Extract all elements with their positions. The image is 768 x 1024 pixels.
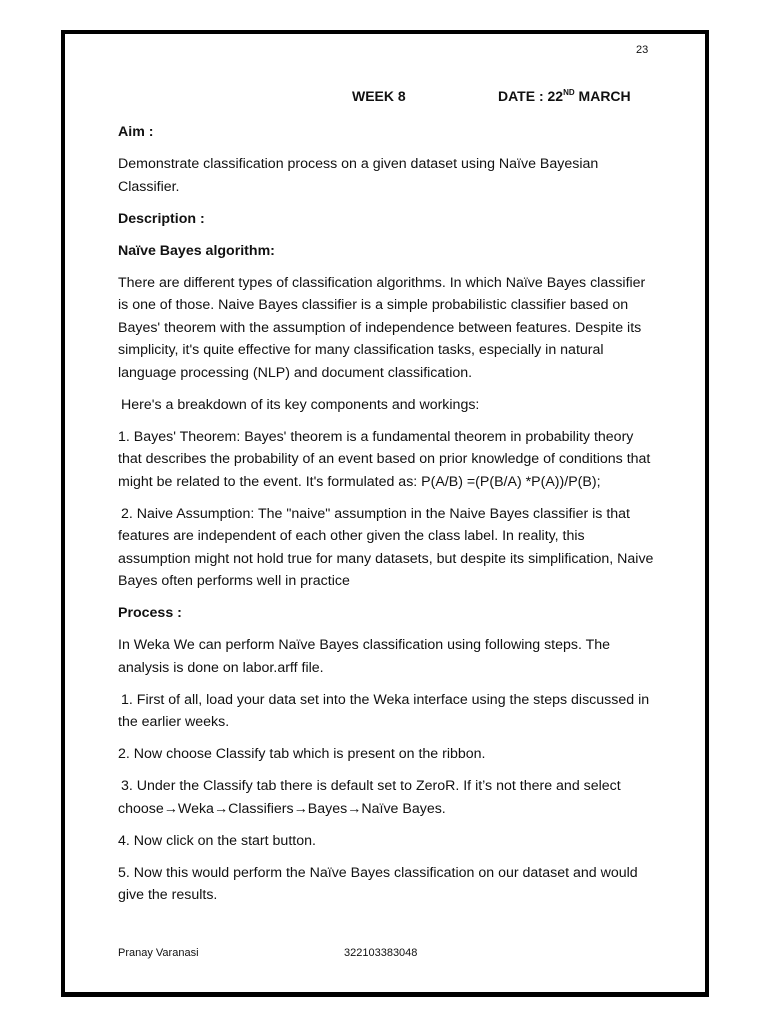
process-heading: Process : xyxy=(118,605,182,621)
aim-text: Demonstrate classification process on a given dataset using Naïve Bayesian Classifier. xyxy=(118,156,599,195)
aim-heading: Aim : xyxy=(118,124,154,140)
author-name: Pranay Varanasi xyxy=(118,947,199,959)
process-paragraph: In Weka We can perform Naïve Bayes classification using following steps. The analysis is done on labor.arff file. xyxy=(118,637,611,676)
process-step: 1. First of all, load your data set into the Weka interface using the steps discussed in the earlier weeks. xyxy=(118,691,650,730)
document-body xyxy=(118,121,658,916)
roll-number: 322103383048 xyxy=(344,947,418,959)
week-label: WEEK 8 xyxy=(352,88,406,104)
date-label xyxy=(498,88,631,104)
description-paragraph: Here's a breakdown of its key components and workings: xyxy=(121,396,480,413)
description-heading: Description : xyxy=(118,210,205,227)
naive-bayes-subheading: Naïve Bayes algorithm: xyxy=(118,242,275,259)
process-step: 3. Under the Classify tab there is default set to ZeroR. If it’s not there and select choose→Weka→Classifiers→Bayes→Naïve Bayes. xyxy=(118,778,621,817)
process-step: 5. Now this would perform the Naïve Bayes classification on our dataset and would give the results. xyxy=(118,864,638,903)
description-paragraph: 2. Naive Assumption: The "naive" assumption in the Naive Bayes classifier is that features are independent of each other given the class label. In reality, this assumption might not hold true for many datasets, but despite its simplification, Naive Bayes often performs well in practice xyxy=(118,505,654,589)
date-prefix: DATE : 22 xyxy=(498,88,564,104)
page-number: 23 xyxy=(636,44,649,56)
description-paragraph: 1. Bayes' Theorem: Bayes' theorem is a fundamental theorem in probability theory that describes the probability of an event based on prior knowledge of conditions that might be related to the event. It's formulated as: P(A/B) =(P(B/A) *P(A))/P(B); xyxy=(118,428,651,490)
process-step: 2. Now choose Classify tab which is present on the ribbon. xyxy=(118,746,486,762)
process-step: 4. Now click on the start button. xyxy=(118,832,316,849)
description-paragraph: There are different types of classification algorithms. In which Naïve Bayes classifier is one of those. Naive Bayes classifier is a simple probabilistic classifier based on Bayes' theorem with the assumption of independence between features. Despite its simplicity, it's quite effective for many classification tasks, especially in natural language processing (NLP) and document classification. xyxy=(118,274,646,381)
date-suffix: ND xyxy=(563,88,575,97)
date-month: MARCH xyxy=(578,88,631,104)
